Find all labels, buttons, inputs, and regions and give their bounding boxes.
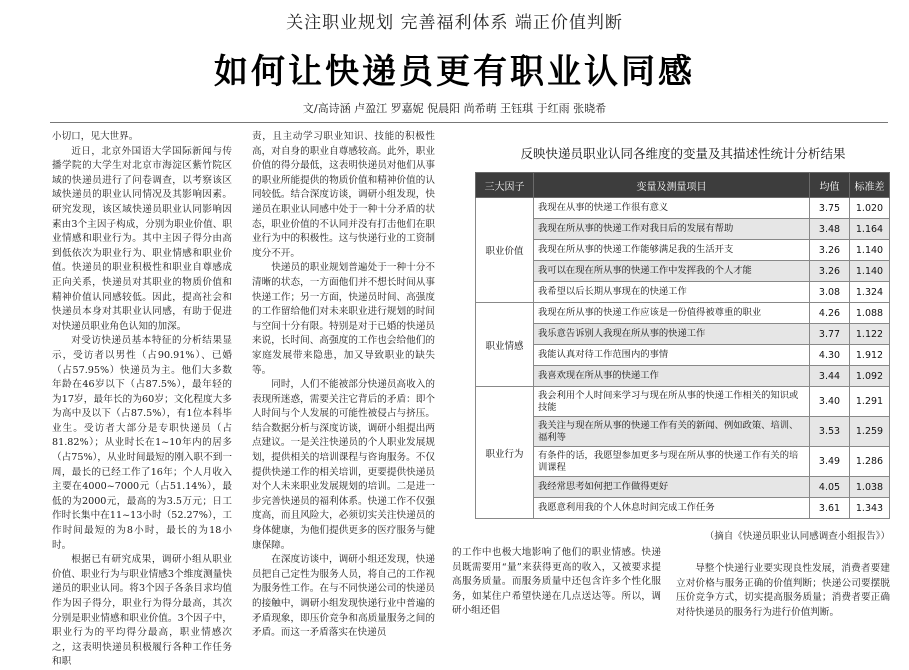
table-row — [476, 240, 890, 261]
sd-cell: 1.343 — [850, 498, 890, 519]
item-cell: 我乐意告诉别人我现在所从事的快递工作 — [534, 324, 810, 345]
table-row — [476, 324, 890, 345]
paragraph: 快递员的职业规划普遍处于一种十分不清晰的状态，一方面他们并不想长时间从事快递工作；另一方面，快递员时间、高强度的工作留给他们对未来职业进行规划的时间与空间十分有限。特别是对于已婚的快递员来说，长时间、高强度的工作也会给他们的家庭发展带来隐患，加又导致职业的缺失等。 — [252, 262, 435, 376]
item-cell: 我关注与现在所从事的快递工作有关的新闻、例如政策、培训、福利等 — [534, 417, 810, 447]
item-cell: 我经常思考如何把工作做得更好 — [534, 477, 810, 498]
item-cell: 有条件的话，我愿望参加更多与现在所从事的快递工作有关的培训课程 — [534, 447, 810, 477]
article-column-4 — [676, 562, 890, 620]
table-row — [476, 219, 890, 240]
table-row — [476, 477, 890, 498]
header-sd: 标准差 — [850, 173, 890, 198]
table-row — [476, 198, 890, 219]
mean-cell: 3.48 — [810, 219, 850, 240]
sd-cell: 1.088 — [850, 303, 890, 324]
sd-cell: 1.140 — [850, 240, 890, 261]
table-row — [476, 282, 890, 303]
sd-cell: 1.038 — [850, 477, 890, 498]
article-column-2 — [252, 130, 435, 641]
mean-cell: 4.30 — [810, 345, 850, 366]
paragraph: 导整个快递行业要实现良性发展，消费者要建立对价格与服务正确的价值判断；快递公司要摆脱压价竞争方式，切实提高服务质量；消费者要正确对待快递员的服务行为进行价值判断。 — [676, 563, 890, 618]
mean-cell: 3.26 — [810, 261, 850, 282]
paragraph: 对受访快递员基本特征的分析结果显示，受访者以男性（占90.91%）、已婚（占57.95%）快递员为主。他们大多数年龄在46岁以下（占87.5%），最年轻的为17岁，最年长的为60岁；文化程度大多为高中及以下（占87.5%），有1位本科毕业生。受访者大部分是专职快递员（占81.82%）；从业时长在1~10年内的居多（占75%），从业时间最短的刚入职不到一周，最长的已经工作了16年；个人月收入主要在4000~7000元（占51.14%），最低的为2000元，最高的为3.5万元；日工作时长集中在11~13小时（52.27%），工作时间最短的为8小时，最长的为18小时。 — [52, 335, 232, 551]
table-row — [476, 345, 890, 366]
mean-cell: 3.26 — [810, 240, 850, 261]
header-item: 变量及测量项目 — [534, 173, 810, 198]
paragraph: 责，且主动学习职业知识、技能的积极性高，对自身的职业自尊感较高。此外，职业价值的得分最低，这表明快递员对他们从事的职业所能提供的物质价值和精神价值的认同较低。结合深度访谈，调研小组发现，快递员在职业认同感中处于一种十分矛盾的状态，职业价值的不认同并没有打击他们在职业行为中的积极性。这与快递行业的工资制度分不开。 — [252, 131, 435, 259]
table-source: （摘自《快递员职业认同感调查小组报告》） — [704, 531, 890, 542]
mean-cell: 3.08 — [810, 282, 850, 303]
paragraph: 的工作中也极大地影响了他们的职业情感。快递员既需要用“量”来获得更高的收入，又被要求提高服务质量。而服务质量中还包含许多个性化服务，如某住户希望快递在几点送达等。所以，调研小组还倡 — [452, 547, 661, 617]
kicker: 关注职业规划 完善福利体系 端正价值判断 — [286, 13, 623, 33]
paragraph: 根据已有研究成果，调研小组从职业价值、职业行为与职业情感3个维度测量快递员的职业认同。将3个因子各条目求均值作为因子得分，职业行为得分最高，其次分别是职业情感和职业价值。3个因子中，职业行为的平均得分最高，职业情感次之，这表明快递员积极履行各种工作任务和职 — [52, 554, 232, 668]
mean-cell: 3.77 — [810, 324, 850, 345]
table-row — [476, 417, 890, 447]
header-mean: 均值 — [810, 173, 850, 198]
sd-cell: 1.140 — [850, 261, 890, 282]
sd-cell: 1.020 — [850, 198, 890, 219]
article-column-1 — [52, 130, 232, 670]
paragraph: 近日，北京外国语大学国际新闻与传播学院的大学生对北京市海淀区紫竹院区域的快递员进行了问卷调查，以考察该区域快递员的职业认同情况及其影响因素。研究发现，该区域快递员职业认同影响因素由3个主因子构成，分别为职业价值、职业情感和职业行为。其中主因子得分由高到低依次为职业行为、职业情感和职业价值。快递员的职业积极性和职业自尊感成正向关系，快递员对其职业的物质价值和精神价值认同感较低。因此，提高社会和快递员本身对其职业认同感，有助于促进对快递员职业角色认知的加深。 — [52, 145, 232, 332]
table-row — [476, 498, 890, 519]
table-title: 反映快递员职业认同各维度的变量及其描述性统计分析结果 — [520, 146, 846, 161]
item-cell: 我现在从事的快递工作很有意义 — [534, 198, 810, 219]
stats-table — [475, 172, 890, 519]
factor-cell: 职业行为 — [476, 387, 534, 519]
factor-cell: 职业价值 — [476, 198, 534, 303]
factor-cell: 职业情感 — [476, 303, 534, 387]
sd-cell: 1.259 — [850, 417, 890, 447]
item-cell: 我会利用个人时间来学习与现在所从事的快递工作相关的知识或技能 — [534, 387, 810, 417]
sd-cell: 1.122 — [850, 324, 890, 345]
table-row — [476, 387, 890, 417]
sd-cell: 1.324 — [850, 282, 890, 303]
table-header-row — [476, 173, 890, 198]
header-rule — [50, 122, 888, 123]
item-cell: 我喜欢现在所从事的快递工作 — [534, 366, 810, 387]
headline: 如何让快递员更有职业认同感 — [214, 52, 695, 92]
mean-cell: 3.75 — [810, 198, 850, 219]
item-cell: 我能认真对待工作范围内的事情 — [534, 345, 810, 366]
sd-cell: 1.286 — [850, 447, 890, 477]
paragraph: 同时，人们不能被部分快递员高收入的表现所迷惑，需要关注它背后的矛盾：即个人时间与个人发展的可能性被侵占与挤压。结合数据分析与深度访谈，调研小组提出两点建议。一是关注快递员的个人职业发展规划，提供相关的培训课程与咨询服务。不仅提供快递工作的相关培训，更要提供快递员对个人未来职业发展规划的培训。二是进一步完善快递员的福利体系。快递工作不仅强度高，而且风险大，必须切实关注快递员的身体健康，为他们提供更多的医疗服务与健康保障。 — [252, 379, 435, 551]
item-cell: 我现在所从事的快递工作对我日后的发展有帮助 — [534, 219, 810, 240]
table-row — [476, 447, 890, 477]
paragraph: 在深度访谈中，调研小组还发现，快递员把自己定性为服务人员，将自己的工作视为服务性工作。在与不同快递公司的快递员的接触中，调研小组发现快递行业中普遍的矛盾现象，即压价竞争和高质量服务之间的矛盾。而这一矛盾落实在快递员 — [252, 554, 435, 639]
item-cell: 我现在所从事的快递工作应该是一份值得被尊重的职业 — [534, 303, 810, 324]
mean-cell: 3.44 — [810, 366, 850, 387]
table-row — [476, 261, 890, 282]
article-column-3 — [452, 546, 661, 619]
table-row — [476, 366, 890, 387]
paragraph: 小切口，见大世界。 — [52, 131, 139, 142]
item-cell: 我希望以后长期从事现在的快递工作 — [534, 282, 810, 303]
mean-cell: 3.53 — [810, 417, 850, 447]
mean-cell: 4.26 — [810, 303, 850, 324]
header-factor: 三大因子 — [476, 173, 534, 198]
mean-cell: 3.61 — [810, 498, 850, 519]
mean-cell: 3.49 — [810, 447, 850, 477]
mean-cell: 3.40 — [810, 387, 850, 417]
sd-cell: 1.092 — [850, 366, 890, 387]
item-cell: 我可以在现在所从事的快递工作中发挥我的个人才能 — [534, 261, 810, 282]
sd-cell: 1.164 — [850, 219, 890, 240]
byline: 文/高诗涵 卢盈江 罗嘉妮 倪晨阳 尚希萌 王钰琪 于红雨 张晓希 — [302, 102, 607, 115]
sd-cell: 1.912 — [850, 345, 890, 366]
mean-cell: 4.05 — [810, 477, 850, 498]
item-cell: 我愿意利用我的个人休息时间完成工作任务 — [534, 498, 810, 519]
sd-cell: 1.291 — [850, 387, 890, 417]
item-cell: 我现在所从事的快递工作能够满足我的生活开支 — [534, 240, 810, 261]
table-row — [476, 303, 890, 324]
